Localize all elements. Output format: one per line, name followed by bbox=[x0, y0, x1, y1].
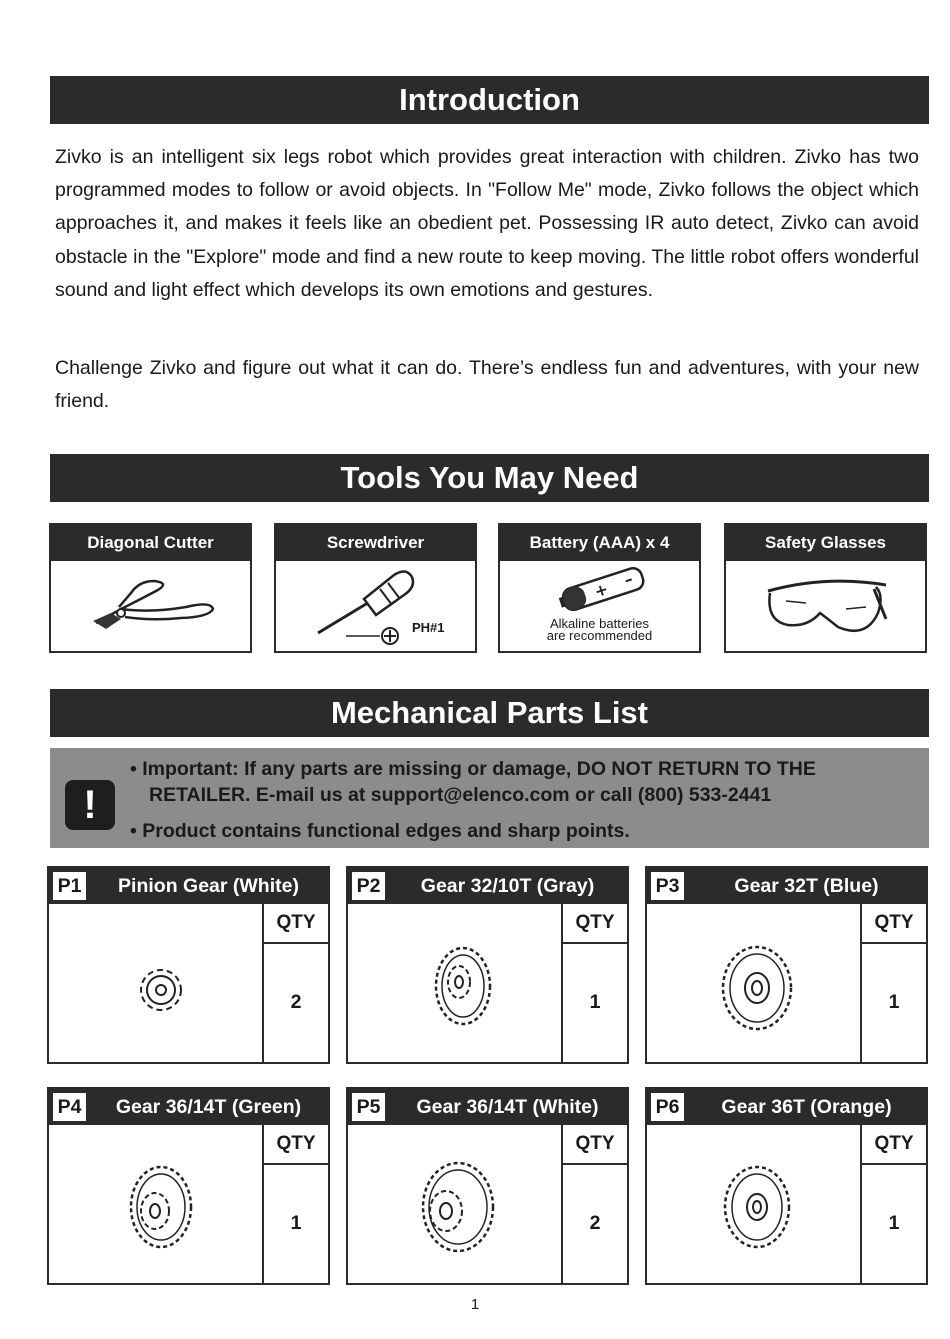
diagonal-cutter-icon bbox=[51, 561, 250, 651]
part-id: P4 bbox=[53, 1093, 86, 1121]
part-card-p5 bbox=[346, 1087, 629, 1285]
tool-name: Diagonal Cutter bbox=[51, 525, 250, 561]
battery-note-line-2: are recommended bbox=[546, 628, 653, 643]
qty-label: QTY bbox=[862, 1125, 926, 1165]
part-name: Gear 36/14T (Green) bbox=[115, 1096, 302, 1118]
qty-label: QTY bbox=[563, 904, 627, 944]
tool-battery bbox=[498, 523, 701, 653]
part-name: Gear 32/10T (Gray) bbox=[420, 875, 595, 897]
part-name: Gear 32T (Blue) bbox=[734, 875, 879, 897]
screwdriver-size-label: PH#1 bbox=[412, 620, 445, 635]
qty-value: 1 bbox=[290, 1212, 302, 1234]
battery-note bbox=[500, 618, 699, 642]
tool-name: Safety Glasses bbox=[726, 525, 925, 561]
gear-32-10t-icon bbox=[348, 904, 563, 1062]
tool-name: Battery (AAA) x 4 bbox=[500, 525, 699, 561]
intro-paragraph-2: Challenge Zivko and figure out what it can do. There’s endless fun and adventures, with your new friend. bbox=[55, 357, 919, 413]
part-id: P3 bbox=[651, 872, 684, 900]
svg-text:+: + bbox=[591, 579, 611, 602]
tool-screwdriver bbox=[274, 523, 477, 653]
page-number: 1 bbox=[470, 1296, 480, 1313]
part-id: P2 bbox=[352, 872, 385, 900]
qty-value: 1 bbox=[888, 991, 900, 1013]
tool-safety-glasses bbox=[724, 523, 927, 653]
warning-icon: ! bbox=[65, 780, 115, 830]
part-id: P5 bbox=[352, 1093, 385, 1121]
part-id: P6 bbox=[651, 1093, 684, 1121]
notice-line-3: • Product contains functional edges and sharp points. bbox=[130, 820, 630, 842]
qty-value: 2 bbox=[589, 1212, 601, 1234]
parts-header: Mechanical Parts List bbox=[50, 689, 929, 737]
qty-label: QTY bbox=[563, 1125, 627, 1165]
screwdriver-icon bbox=[276, 561, 475, 651]
qty-value: 1 bbox=[888, 1212, 900, 1234]
notice-line-2: RETAILER. E-mail us at support@elenco.com or call (800) 533-2441 bbox=[149, 784, 772, 806]
introduction-header: Introduction bbox=[50, 76, 929, 124]
qty-label: QTY bbox=[264, 1125, 328, 1165]
qty-label: QTY bbox=[264, 904, 328, 944]
qty-value: 1 bbox=[589, 991, 601, 1013]
gear-36-14t-green-icon bbox=[49, 1125, 264, 1283]
svg-text:–: – bbox=[621, 568, 636, 590]
part-card-p2 bbox=[346, 866, 629, 1064]
part-name: Gear 36T (Orange) bbox=[721, 1096, 892, 1118]
safety-glasses-icon bbox=[726, 561, 925, 651]
part-id: P1 bbox=[53, 872, 86, 900]
tool-diagonal-cutter bbox=[49, 523, 252, 653]
intro-paragraph-1: Zivko is an intelligent six legs robot which provides great interaction with children. Zivko has two programmed modes to follow or avoid objects. In "Follow Me" mode, Zivko follows the object which approaches it, and makes it feels like an obedient pet. Possessing IR auto detect, Zivko can avoid obstacle in the "Explore" mode and find a new route to keep moving. The little robot offers wonderful sound and light effect which develops its own emotions and gestures. bbox=[55, 146, 919, 301]
gear-36-14t-white-icon bbox=[348, 1125, 563, 1283]
part-card-p3 bbox=[645, 866, 928, 1064]
gear-36t-icon bbox=[647, 1125, 862, 1283]
part-name: Gear 36/14T (White) bbox=[416, 1096, 599, 1118]
part-card-p6 bbox=[645, 1087, 928, 1285]
battery-note-line-1: Alkaline batteries bbox=[550, 616, 649, 631]
battery-icon bbox=[500, 561, 699, 621]
pinion-gear-icon bbox=[49, 904, 264, 1062]
part-card-p1 bbox=[47, 866, 330, 1064]
part-card-p4 bbox=[47, 1087, 330, 1285]
important-notice bbox=[50, 748, 929, 848]
tools-header: Tools You May Need bbox=[50, 454, 929, 502]
qty-label: QTY bbox=[862, 904, 926, 944]
qty-value: 2 bbox=[290, 991, 302, 1013]
tool-name: Screwdriver bbox=[276, 525, 475, 561]
part-name: Pinion Gear (White) bbox=[118, 875, 299, 897]
gear-32t-icon bbox=[647, 904, 862, 1062]
notice-line-1: • Important: If any parts are missing or damage, DO NOT RETURN TO THE bbox=[130, 758, 816, 780]
